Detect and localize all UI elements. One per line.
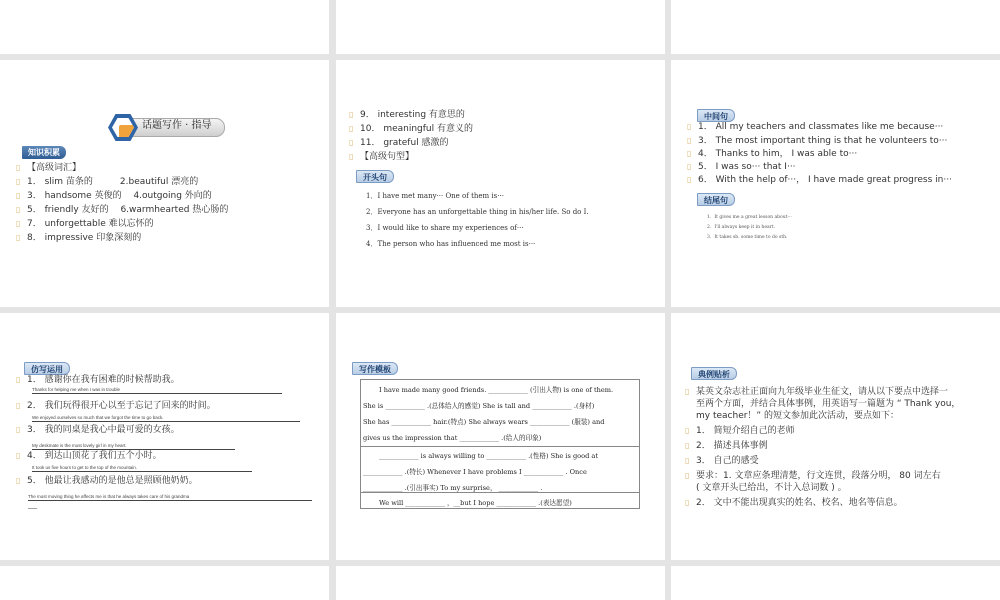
slide-middle-sentences[interactable] [671,60,1000,307]
template-line: ____________ .(引出事实) To my surprise， ____________ . [363,484,543,492]
list-item: ▯ 8． impressive 印象深刻的 [16,233,142,243]
list-item: ▯ 5． I was so··· that I··· [687,162,796,172]
list-item: ▯ 2． 文中不能出现真实的姓名、校名、地名等信息。 [685,498,903,508]
slide-practice[interactable] [0,313,329,560]
task-text: 至两个方面，并结合具体事例，用英语写一篇题为 “ Thank you， [696,399,961,409]
list-item: ▯ 5． friendly 友好的 6.warmhearted 热心肠的 [16,205,229,215]
list-item: ▯ 5． 他最让我感动的是他总是照顾他奶奶。 [16,476,198,486]
list-item: ▯ 3． 我的同桌是我心中最可爱的女孩。 [16,425,180,435]
sentence-item: 3．I would like to share my experiences of··· [366,224,524,232]
section-tag-knowledge: 知识积累 [22,146,66,159]
slide-example-task[interactable] [671,313,1000,560]
list-item: ▯ 【高级句型】 [349,152,415,162]
section-tag-ending: 结尾句 [697,193,735,206]
slide-bottom-middle[interactable] [336,566,665,600]
answer-line: Thanks for helping me when I was in trouble [32,387,282,394]
template-line: ____________ is always willing to ____________ .(性格) She is good at [379,452,599,460]
answer-tail: ___ [28,502,37,509]
slide-top-middle[interactable] [336,0,665,54]
list-item: ▯ 3． The most important thing is that he volunteers to··· [687,136,948,146]
sentence-item: 1．I have met many··· One of them is··· [366,192,504,200]
section-tag-example: 典例贴析 [691,367,737,380]
slide-bottom-right[interactable] [671,566,1000,600]
list-item: ▯ 1． 感谢你在我有困难的时候帮助我。 [16,375,180,385]
list-item: ▯ 3． handsome 英俊的 4.outgoing 外向的 [16,191,212,201]
list-item: ▯ 3． 自己的感受 [685,456,759,466]
template-line: She is ____________ .(总体给人的感觉) She is tall and ____________ .(身材) [363,402,595,410]
requirement-text: ( 文章开头已给出，不计入总词数 ) 。 [696,483,847,493]
section-tag-opening: 开头句 [356,170,394,183]
list-item: ▯ 4． 到达山顶花了我们五个小时。 [16,451,162,461]
task-text: ▯ 某英文杂志社正面向九年级毕业生征文，请从以下要点中选择一 [685,387,949,397]
list-item: ▯ 【高级词汇】 [16,163,82,173]
slide-opening-sentences[interactable] [336,60,665,307]
template-line: gives us the impression that ____________ .(给人的印象) [363,434,542,442]
list-item: ▯ 1． All my teachers and classmates like me because··· [687,122,944,132]
list-item: ▯ 6． With the help of···， I have made great progress in··· [687,175,952,185]
slide-top-left[interactable] [0,0,329,54]
template-line: She has ____________ hair.(特点) She always wears ____________ (服装) and [363,418,605,426]
topic-title-badge [108,114,225,141]
list-item: ▯ 9． interesting 有意思的 [349,110,465,120]
task-text: my teacher！” 的短文参加此次活动，要点如下： [696,411,899,421]
sentence-item: 1．It gives me a great lesson about··· [707,215,792,220]
sentence-item: 4．The person who has influenced me most is··· [366,240,536,248]
slide-writing-template[interactable] [336,313,665,560]
requirement-text: ▯ 要求：1. 文章应条理清楚，行文连贯，段落分明， 80 词左右 [685,471,941,481]
template-line: We will ____________ ，__but I hope ____________ .(表达愿望) [379,499,572,507]
list-item: ▯ 11． grateful 感激的 [349,138,449,148]
section-tag-practice: 仿写运用 [24,362,70,375]
section-tag-template: 写作模板 [352,362,398,375]
template-box [360,379,640,509]
list-item: ▯ 1． slim 苗条的 2.beautiful 漂亮的 [16,177,199,187]
list-item: ▯ 2． 描述具体事例 [685,441,768,451]
section-tag-middle: 中间句 [697,109,735,122]
answer-line: My deskmate is the most lovely girl in my heart. [32,443,235,450]
answer-line: The most moving thing he affects me is that he always takes care of his grandma [28,494,312,501]
list-item: ▯ 7． unforgettable 难以忘怀的 [16,219,154,229]
sentence-item: 2．I'll always keep it in heart. [707,225,776,230]
list-item: ▯ 4． Thanks to him， I was able to··· [687,149,858,159]
answer-line: We enjoyed ourselves so much that we forgot the time to go back. [32,415,300,422]
slide-vocabulary[interactable] [0,60,329,307]
slide-top-right[interactable] [671,0,1000,54]
list-item: ▯ 10． meaningful 有意义的 [349,124,473,134]
list-item: ▯ 1． 简短介绍自己的老师 [685,426,795,436]
template-line: ____________ .(特长) Whenever I have problems I ____________ . Once [363,468,587,476]
slide-bottom-left[interactable] [0,566,329,600]
template-line: I have made many good friends. ____________ (引出人物) is one of them. [379,386,614,394]
sentence-item: 3．It takes sb. some time to do sth. [707,235,788,240]
answer-line: It took us five hours to get to the top of the mountain. [32,465,252,472]
sentence-item: 2．Everyone has an unforgettable thing in his/her life. So do I. [366,208,589,216]
slide-title: 话题写作 · 指导 [142,120,212,131]
list-item: ▯ 2． 我们玩得很开心以至于忘记了回来的时间。 [16,401,216,411]
